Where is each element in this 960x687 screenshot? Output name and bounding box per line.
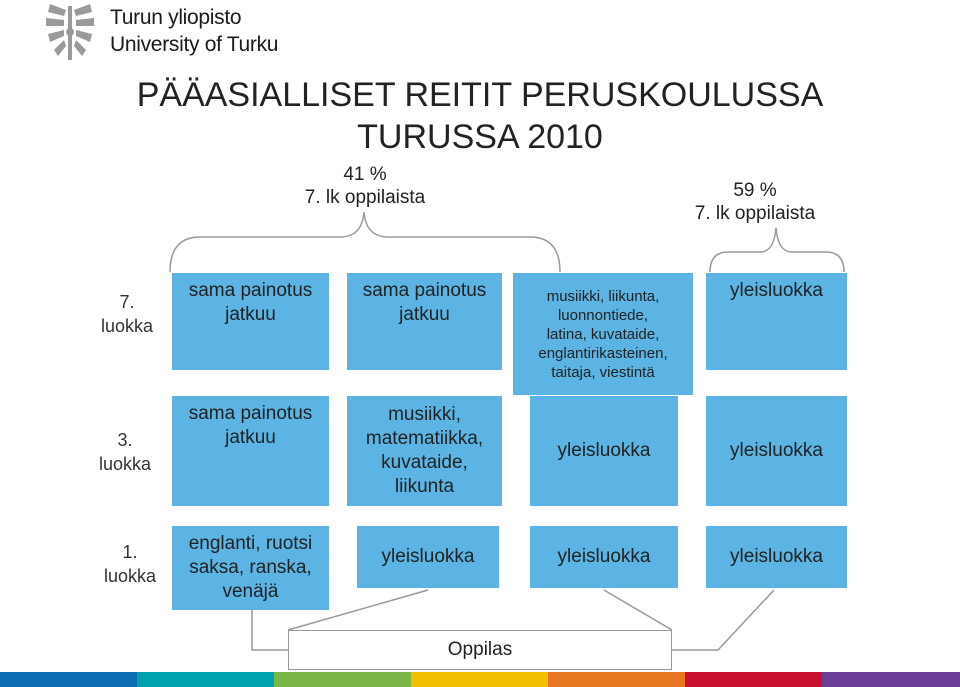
grade-1-number: 1. bbox=[122, 542, 138, 562]
logo-english-name: University of Turku bbox=[110, 33, 279, 56]
share-right-percent: 59 % bbox=[733, 180, 777, 201]
share-left-label: 7. lk oppilaista bbox=[304, 187, 426, 208]
root-node-oppilas bbox=[288, 630, 672, 670]
box-text-line: musiikki, liikunta, bbox=[546, 287, 660, 305]
box-text-line: yleisluokka bbox=[730, 280, 823, 301]
box-text-line: taitaja, viestintä bbox=[551, 363, 655, 381]
brace-right bbox=[710, 228, 844, 272]
box-grade7-col2 bbox=[347, 273, 502, 370]
box-text-line: englantirikasteinen, bbox=[538, 344, 668, 362]
box-text-line: jatkuu bbox=[399, 304, 450, 325]
box-text-line: liikunta bbox=[394, 476, 455, 497]
box-text-line: sama painotus bbox=[188, 280, 313, 301]
box-grade1-col1 bbox=[172, 526, 329, 610]
box-text-line: jatkuu bbox=[225, 427, 276, 448]
grade-3-label bbox=[90, 428, 160, 476]
box-text-line: sama painotus bbox=[188, 403, 313, 424]
box-text-line: matematiikka, bbox=[365, 428, 484, 449]
box-text-line: saksa, ranska, bbox=[189, 557, 312, 578]
box-grade3-col4 bbox=[706, 396, 847, 506]
logo-finnish-name: Turun yliopisto bbox=[110, 6, 242, 29]
title-line-2: TURUSSA 2010 bbox=[357, 118, 603, 156]
share-right-label: 7. lk oppilaista bbox=[694, 203, 816, 224]
grade-3-word: luokka bbox=[98, 454, 152, 474]
grade-1-word: luokka bbox=[103, 566, 157, 586]
bar-segment bbox=[548, 672, 685, 687]
share-left-percent: 41 % bbox=[343, 164, 387, 185]
bar-segment bbox=[137, 672, 274, 687]
box-grade1-col3 bbox=[530, 526, 678, 588]
box-text-line: kuvataide, bbox=[381, 452, 468, 473]
tree-line-1 bbox=[252, 610, 288, 650]
box-text-line: luonnontiede, bbox=[557, 306, 649, 324]
box-grade1-col2 bbox=[357, 526, 499, 588]
box-text-line: sama painotus bbox=[362, 280, 487, 301]
title-line-1: PÄÄASIALLISET REITIT PERUSKOULUSSA bbox=[136, 76, 824, 114]
box-text-line: yleisluokka bbox=[557, 440, 651, 461]
root-label: Oppilas bbox=[447, 639, 513, 660]
box-text-line: yleisluokka bbox=[381, 546, 475, 567]
box-text-line: venäjä bbox=[222, 581, 279, 602]
brace-left bbox=[170, 212, 560, 272]
box-grade7-col1 bbox=[172, 273, 329, 370]
grade-7-label bbox=[92, 290, 162, 338]
bar-segment bbox=[411, 672, 548, 687]
box-grade7-col3 bbox=[513, 273, 693, 395]
brand-color-bar bbox=[0, 672, 960, 687]
bar-segment bbox=[274, 672, 411, 687]
box-grade3-col1 bbox=[172, 396, 329, 506]
box-grade1-col4 bbox=[706, 526, 847, 588]
box-text-line: jatkuu bbox=[225, 304, 276, 325]
bar-segment bbox=[822, 672, 960, 687]
bar-segment bbox=[0, 672, 137, 687]
box-text-line: latina, kuvataide, bbox=[546, 325, 660, 343]
box-text-line: yleisluokka bbox=[730, 440, 823, 461]
grade-7-word: luokka bbox=[100, 316, 154, 336]
tree-line-4 bbox=[672, 590, 774, 650]
box-text-line: yleisluokka bbox=[557, 546, 651, 567]
grade-1-label bbox=[95, 540, 165, 588]
grade-7-number: 7. bbox=[119, 292, 135, 312]
tree-line-3 bbox=[604, 590, 672, 630]
box-grade3-col3 bbox=[530, 396, 678, 506]
bar-segment bbox=[685, 672, 822, 687]
box-grade3-col2 bbox=[347, 396, 502, 506]
box-text-line: englanti, ruotsi bbox=[188, 533, 313, 554]
box-text-line: musiikki, bbox=[388, 404, 461, 425]
box-text-line: yleisluokka bbox=[730, 546, 823, 567]
grade-3-number: 3. bbox=[117, 430, 133, 450]
box-grade7-col4 bbox=[706, 273, 847, 370]
